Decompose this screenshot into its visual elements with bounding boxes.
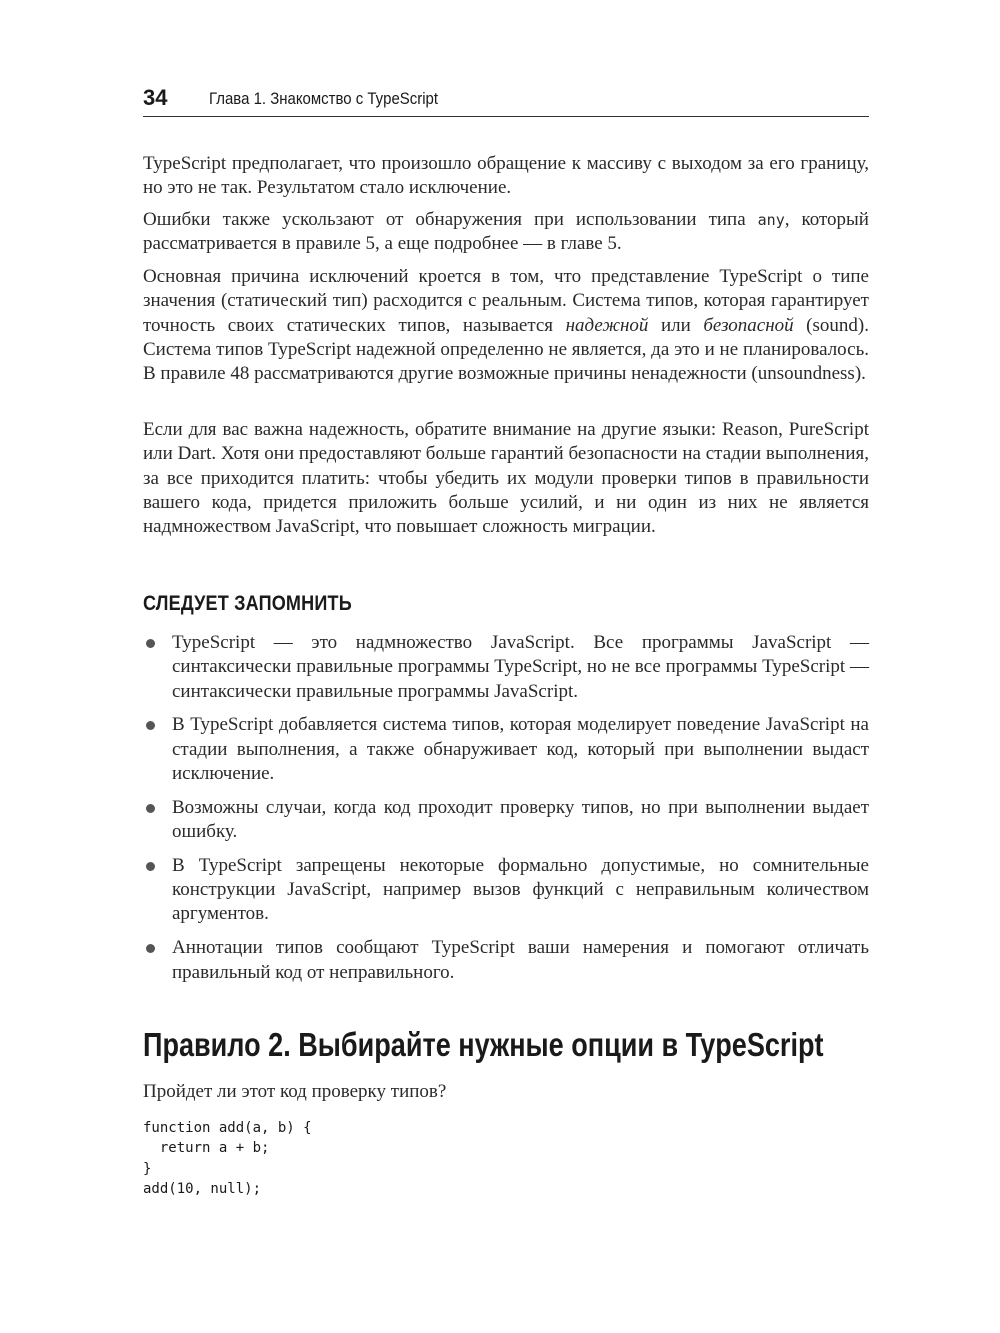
bullet-icon xyxy=(146,944,155,953)
rule-heading: Правило 2. Выбирайте нужные опции в TypeScript xyxy=(143,1026,824,1063)
paragraph-text: TypeScript предполагает, что произошло обращение к массиву с выходом за его границу, но это не так. Результатом стало исключение. xyxy=(143,153,869,199)
bullet-icon xyxy=(146,804,155,813)
list-item xyxy=(143,854,869,927)
paragraph-text xyxy=(143,208,869,257)
list-item xyxy=(143,936,869,985)
code-line: } xyxy=(143,1160,152,1177)
running-header xyxy=(143,82,869,117)
emphasis-term: надежной xyxy=(565,314,649,336)
bullet-icon xyxy=(146,862,155,871)
paragraph-text-part: или xyxy=(648,314,704,336)
paragraph-2 xyxy=(143,208,869,265)
paragraph-text-part: Основная причина исключений кроется в том, что представление TypeScript о типе значения (статический тип) расходится с реальным. Система типов, которая гарантирует точность своих статических типов, называется xyxy=(143,266,869,336)
list-item-text: TypeScript — это надмножество JavaScript. Все программы JavaScript — синтаксически правильные программы TypeScript, но не все программы TypeScript — синтаксически правильные программы JavaScript. xyxy=(172,632,869,702)
remember-heading: СЛЕДУЕТ ЗАПОМНИТЬ xyxy=(143,592,352,615)
page-number: 34 xyxy=(143,85,168,110)
list-item-text: В TypeScript добавляется система типов, которая моделирует поведение JavaScript на стадии выполнения, а также обнаруживает код, который при выполнении выдаст исключение. xyxy=(172,714,869,784)
code-block xyxy=(143,1118,312,1199)
paragraph-1 xyxy=(143,152,869,209)
paragraph-text-part: Ошибки также ускользают от обнаружения при использовании типа xyxy=(143,209,758,230)
paragraph-4 xyxy=(143,418,869,547)
paragraph-text xyxy=(143,265,869,386)
chapter-title: Глава 1. Знакомство с TypeScript xyxy=(209,89,439,108)
bullet-icon xyxy=(146,721,155,730)
paragraph-text-part: , который рассматривается в правиле 5, а еще подробнее — в главе 5. xyxy=(143,209,869,255)
list-item xyxy=(143,713,869,786)
bullet-icon xyxy=(146,639,155,648)
paragraph-text-part: (sound). Система типов TypeScript надежной определенно не является, да это и не планировалось. В правиле 48 рассматриваются другие возможные причины ненадежности (unsoundness). xyxy=(143,314,869,385)
list-item-text: Аннотации типов сообщают TypeScript ваши намерения и помогают отличать правильный код от неправильного. xyxy=(172,937,869,983)
inline-code-any: any xyxy=(757,211,785,229)
paragraph-3 xyxy=(143,265,869,394)
remember-list xyxy=(143,631,869,994)
code-line: add(10, null); xyxy=(143,1180,262,1197)
list-item xyxy=(143,631,869,704)
paragraph-text: Если для вас важна надежность, обратите внимание на другие языки: Reason, PureScript или Dart. Хотя они предоставляют больше гарантий безопасности на стадии выполнения, за все приходится платить: чтобы убедить их модули проверки типов в правильности вашего кода, придется приложить больше усилий, и ни один из них не является надмножеством JavaScript, что повышает сложность миграции. xyxy=(143,419,869,538)
list-item-text: Возможны случаи, когда код проходит проверку типов, но при выполнении выдает ошибку. xyxy=(172,796,869,843)
rule-question: Пройдет ли этот код проверку типов? xyxy=(143,1081,447,1102)
list-item xyxy=(143,796,869,845)
list-item-text: В TypeScript запрещены некоторые формально допустимые, но сомнительные конструкции JavaScript, например вызов функций с неправильным количеством аргументов. xyxy=(172,854,869,925)
code-line: function add(a, b) { xyxy=(143,1120,312,1136)
emphasis-term: безопасной xyxy=(703,314,794,336)
code-line: return a + b; xyxy=(143,1140,270,1157)
